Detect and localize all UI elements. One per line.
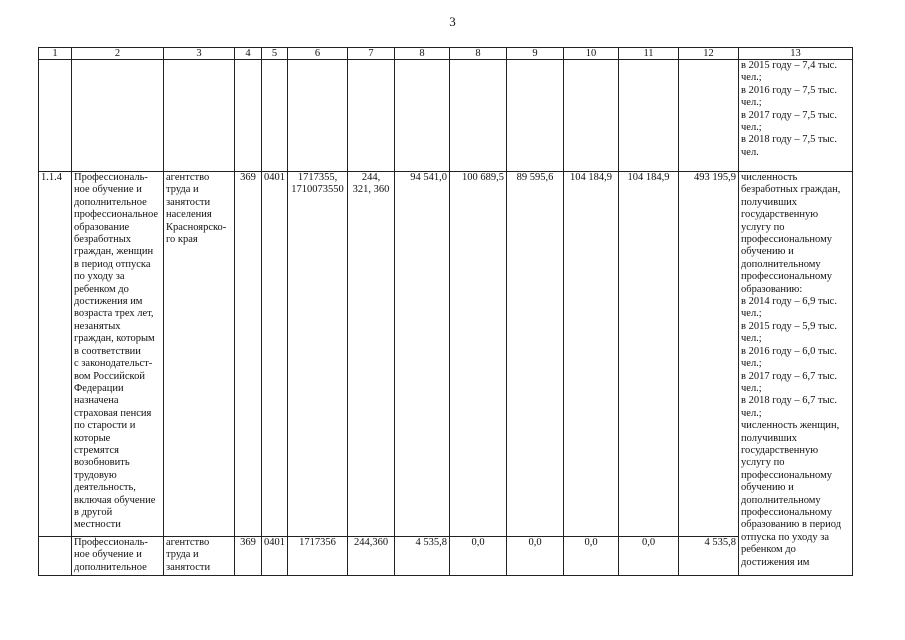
cell-line: образованию в период [741,519,842,531]
column-header: 13 [739,48,853,60]
cell-line: включая обучение [74,494,156,506]
cell-line: труда и [166,549,199,561]
cell-line: агентство [166,172,210,183]
item-number-cell: 1.1.4 [39,172,72,537]
measure-name-cell [72,172,164,537]
measure-name-cell [72,537,164,576]
cell-line: в 2017 году – 7,5 тыс. [741,109,837,121]
amount-cell: 104 184,9 [564,172,619,537]
cell-line: в соответствии [74,345,141,357]
cell-line: в 2017 году – 6,7 тыс. [741,370,837,382]
cell-line: безработных [74,234,132,246]
total-amount-cell: 493 195,9 [679,172,739,537]
cell-line: местности [74,519,121,531]
cell-line: государственную [741,209,819,221]
cell-line: ное обучение и [74,549,142,561]
cell-line: населения [166,209,212,221]
target-item-cell: 1717356 [288,537,348,576]
cell-line: в другой [74,506,113,518]
table-cell [72,60,164,172]
cell-line: профессиональное [74,209,159,221]
section-code-cell: 0401 [262,172,288,537]
executor-cell [164,537,235,576]
cell-line: ребенком до [74,283,129,295]
cell-line: чел.; [741,308,762,320]
table-row [39,537,853,576]
column-header: 10 [564,48,619,60]
cell-line: профессиональному [741,271,832,283]
table-cell [395,60,450,172]
cell-line: граждан, женщин [74,246,154,258]
cell-line: услугу по [741,457,785,469]
cell-line: численность [741,172,798,183]
column-header: 4 [235,48,262,60]
cell-line: которые [74,432,111,444]
column-header: 2 [72,48,164,60]
cell-line: дополнительному [741,494,821,506]
cell-line: вом Российской [74,370,145,382]
amount-cell: 94 541,0 [395,172,450,537]
cell-line: Федерации [74,382,124,394]
cell-line: Красноярско- [166,221,227,233]
cell-line: в 2015 году – 7,4 тыс. [741,60,837,71]
cell-line: достижения им [741,556,810,568]
cell-line: агентство [166,537,210,548]
cell-line: назначена [74,395,119,407]
table-cell [164,60,235,172]
cell-line: Профессиональ- [74,172,148,183]
amount-cell: 0,0 [564,537,619,576]
cell-line: трудовую [74,469,117,481]
column-header: 8 [395,48,450,60]
table-cell [262,60,288,172]
cell-line: в 2014 году – 6,9 тыс. [741,296,837,308]
grbs-code-cell: 369 [235,172,262,537]
cell-line: численность женщин, [741,420,840,432]
cell-line: 321, 360 [352,184,390,196]
cell-line: чел.; [741,407,762,419]
amount-cell: 0,0 [507,537,564,576]
column-header: 5 [262,48,288,60]
table-row [39,60,853,172]
cell-line: 244, [361,172,381,183]
cell-line: государственную [741,444,819,456]
cell-line: дополнительное [74,561,147,573]
table-cell [679,60,739,172]
grbs-code-cell: 369 [235,537,262,576]
cell-line: труда и [166,184,199,196]
table-cell [619,60,679,172]
table-cell [235,60,262,172]
amount-cell: 0,0 [619,537,679,576]
table-cell [39,60,72,172]
item-number-cell [39,537,72,576]
column-header: 11 [619,48,679,60]
table-cell [564,60,619,172]
target-item-cell [288,172,348,537]
cell-line: профессиональному [741,469,832,481]
table-cell [450,60,507,172]
cell-line: граждан, которым [74,333,155,345]
executor-cell [164,172,235,537]
page-number: 3 [449,14,456,29]
cell-line: образованию: [741,283,803,295]
cell-line: занятости [166,196,211,208]
cell-line: безработных граждан, [741,184,841,196]
cell-line: в 2016 году – 7,5 тыс. [741,84,837,96]
cell-line: чел.; [741,122,762,134]
column-header: 3 [164,48,235,60]
cell-line: занятости [166,561,211,573]
cell-line: чел.; [741,358,762,370]
result-indicator-cell [739,172,853,576]
cell-line: стремятся [74,444,119,456]
cell-line: 1717355, [297,172,338,183]
cell-line: отпуска по уходу за [741,531,830,543]
cell-line: незанятых [74,320,121,332]
cell-line: чел.; [741,333,762,345]
column-header: 9 [507,48,564,60]
cell-line: страховая пенсия [74,407,152,419]
budget-table [38,47,853,576]
table-cell [507,60,564,172]
amount-cell: 89 595,6 [507,172,564,537]
column-number-row [39,48,853,60]
cell-line: чел.; [741,97,762,109]
cell-line: в 2018 году – 7,5 тыс. [741,134,837,146]
expense-type-cell [348,172,395,537]
cell-line: обучению и [741,482,794,494]
cell-line: чел. [741,146,759,158]
cell-line: возобновить [74,457,130,469]
cell-line: получивших [741,432,798,444]
cell-line: получивших [741,196,798,208]
cell-line: профессиональному [741,506,832,518]
cell-line: дополнительное [74,196,147,208]
column-header: 7 [348,48,395,60]
column-header: 8 [450,48,507,60]
cell-line: обучению и [741,246,794,258]
cell-line: дополнительному [741,258,821,270]
cell-line: с законодательст- [74,358,153,370]
cell-line: чел.; [741,382,762,394]
expense-type-cell: 244,360 [348,537,395,576]
section-code-cell: 0401 [262,537,288,576]
column-header: 6 [288,48,348,60]
column-header: 12 [679,48,739,60]
cell-line: достижения им [74,296,143,308]
cell-line: в 2016 году – 6,0 тыс. [741,345,837,357]
cell-line: чел.; [741,72,762,84]
cell-line: профессиональному [741,234,832,246]
table-cell [288,60,348,172]
table-cell [348,60,395,172]
cell-line: в период отпуска [74,258,151,270]
cell-line: ребенком до [741,544,796,556]
column-header: 1 [39,48,72,60]
table-row [39,172,853,537]
cell-line: по старости и [74,420,136,432]
cell-line: го края [166,234,198,246]
cell-line: Профессиональ- [74,537,148,548]
cell-line: 1710073550 [291,184,344,196]
total-amount-cell: 4 535,8 [679,537,739,576]
result-indicator-cell [739,60,853,172]
amount-cell: 100 689,5 [450,172,507,537]
cell-line: по уходу за [74,271,125,283]
amount-cell: 0,0 [450,537,507,576]
cell-line: услугу по [741,221,785,233]
cell-line: ное обучение и [74,184,142,196]
cell-line: возраста трех лет, [74,308,154,320]
cell-line: образование [74,221,130,233]
cell-line: деятельность, [74,482,136,494]
amount-cell: 104 184,9 [619,172,679,537]
cell-line: в 2015 году – 5,9 тыс. [741,320,837,332]
cell-line: в 2018 году – 6,7 тыс. [741,395,837,407]
amount-cell: 4 535,8 [395,537,450,576]
